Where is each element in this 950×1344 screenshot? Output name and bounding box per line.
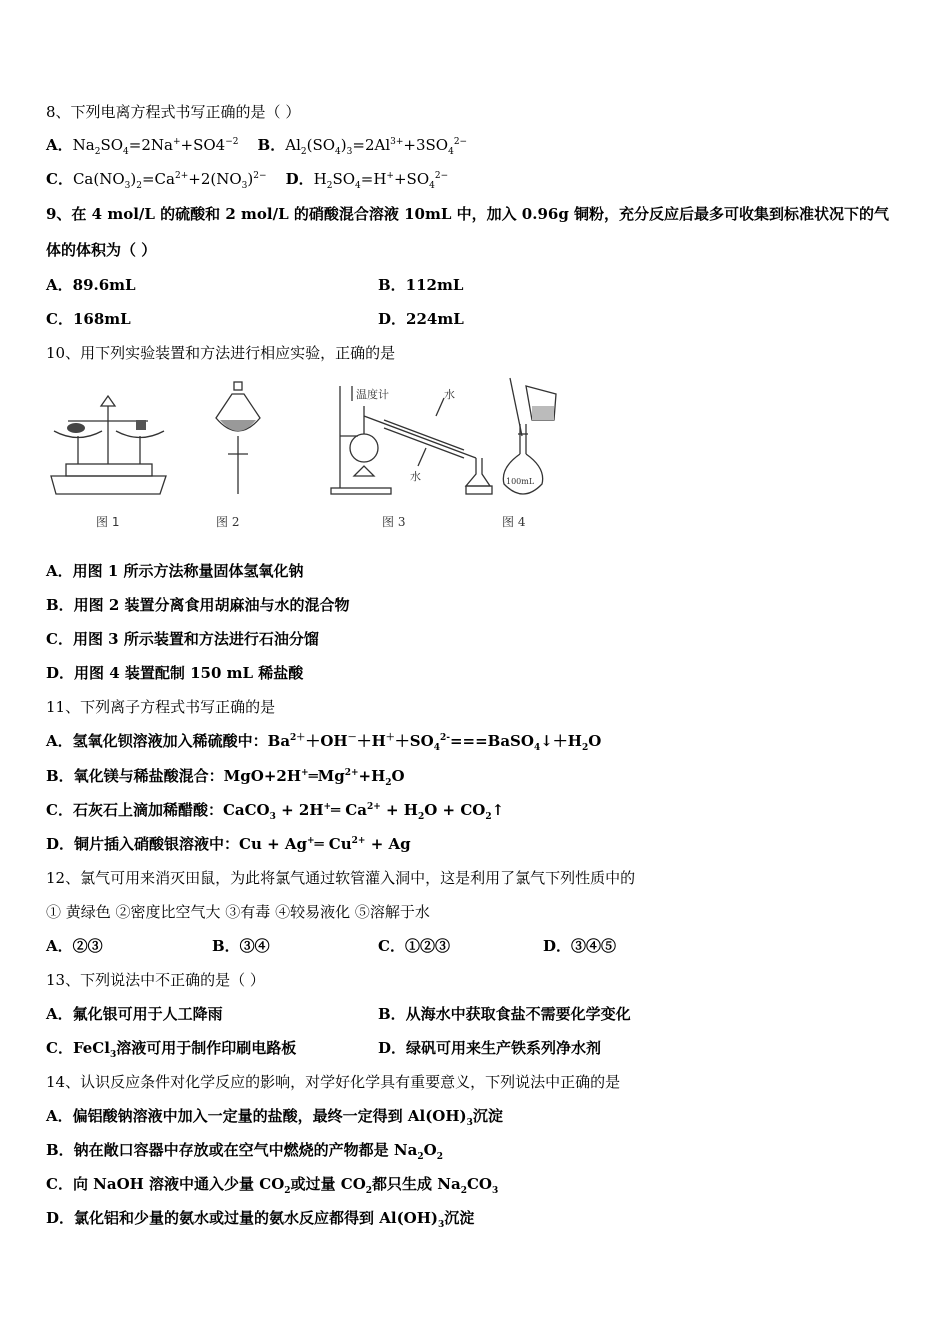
q14-stem: 14、认识反应条件对化学反应的影响，对学好化学具有重要意义，下列说法中正确的是 — [46, 1073, 621, 1091]
q11-option-a: A．氢氧化钡溶液加入稀硫酸中：$Ba^{2+}+OH^-+H^++SO_4^{2-}===BaSO_4↓+H_2O$ — [46, 732, 602, 753]
q8-c-label: C． — [46, 170, 73, 188]
q9-option-b: B．112mL — [378, 276, 464, 294]
q12-option-a: A．②③ — [46, 937, 103, 955]
q8-a: $Na_2SO_4=2Na^++SO4^{-2}$ — [72, 136, 239, 157]
q12-properties: ① 黄绿色 ②密度比空气大 ③有毒 ④较易液化 ⑤溶解于水 — [46, 903, 430, 921]
fig1-label: 图 1 — [96, 515, 120, 529]
q9-option-c: C．168mL — [46, 310, 131, 328]
q8-b-label: B． — [257, 136, 286, 154]
figure-4-volumetric-flask — [496, 376, 576, 541]
q14-option-a: A．偏铝酸钠溶液中加入一定量的盐酸，最终一定得到 $Al(OH)_3$沉淀 — [46, 1107, 503, 1128]
q12-option-c: C．①②③ — [378, 937, 450, 955]
q11-stem: 11、下列离子方程式书写正确的是 — [46, 698, 276, 716]
q9-stem-2: 体的体积为（ ） — [46, 241, 157, 259]
q10-option-b: B．用图 2 装置分离食用胡麻油与水的混合物 — [46, 596, 350, 614]
q11-option-c: C．石灰石上滴加稀醋酸：CaCO$_3$ + 2H+═ $Ca^{2+} + H_2O$ + $CO_2↑$ — [46, 801, 505, 822]
figure-1-balance — [46, 376, 171, 541]
q12-option-b: B．③④ — [212, 937, 270, 955]
q14-option-c: C．向 NaOH 溶液中通入少量 $CO_2$或过量 $CO_2$都只生成 $Na_2CO_3$ — [46, 1175, 499, 1196]
q13-option-c: C．FeCl$_3$溶液可用于制作印刷电路板 — [46, 1039, 297, 1060]
q13-option-b: B．从海水中获取食盐不需要化学变化 — [378, 1005, 631, 1023]
q9-stem-1: 9、在 4 mol/L 的硫酸和 2 mol/L 的硝酸混合溶液 10mL 中，加入 0.96g 铜粉，充分反应后最多可收集到标准状况下的气 — [46, 205, 890, 223]
q8-c: $Ca(NO_3)_2=Ca^{2+}+2(NO_3)^{2-}$ — [72, 170, 267, 191]
figure-3-distillation — [326, 376, 496, 541]
q13-stem: 13、下列说法中不正确的是（ ） — [46, 971, 265, 989]
q9-option-a: A．89.6mL — [46, 276, 136, 294]
q8-d-label: D． — [285, 170, 314, 188]
q8-stem: 8、下列电离方程式书写正确的是（ ） — [46, 103, 301, 121]
q8-options-ab — [46, 135, 467, 155]
q11-option-d: D．铜片插入硝酸银溶液中：Cu + Ag+═ $Cu^{2+} + Ag$ — [46, 835, 411, 853]
fig3-water-out-label: 水 — [410, 470, 421, 483]
q13-option-a: A．氟化银可用于人工降雨 — [46, 1005, 223, 1023]
q12-option-d: D．③④⑤ — [543, 937, 617, 955]
q13-option-d: D．绿矾可用来生产铁系列净水剂 — [378, 1039, 602, 1057]
q10-figures — [46, 376, 576, 541]
q11-option-b: B．氧化镁与稀盐酸混合：$MgO+2H^+═Mg^{2+}+H_2O$ — [46, 767, 405, 788]
q10-stem: 10、用下列实验装置和方法进行相应实验，正确的是 — [46, 344, 396, 362]
q12-stem: 12、氯气可用来消灭田鼠，为此将氯气通过软管灌入洞中，这是利用了氯气下列性质中的 — [46, 869, 636, 887]
q10-option-a: A．用图 1 所示方法称量固体氢氧化钠 — [46, 562, 304, 580]
fig4-flask-label: 100mL — [506, 477, 535, 486]
q8-a-label: A． — [46, 136, 73, 154]
fig3-label: 图 3 — [382, 515, 406, 529]
q14-option-b: B．钠在敞口容器中存放或在空气中燃烧的产物都是 $Na_2O_2$ — [46, 1141, 443, 1162]
q14-option-d: D．氯化铝和少量的氨水或过量的氨水反应都得到 $Al(OH)_3$沉淀 — [46, 1209, 475, 1230]
q10-option-c: C．用图 3 所示装置和方法进行石油分馏 — [46, 630, 319, 648]
q9-option-d: D．224mL — [378, 310, 464, 328]
fig4-label: 图 4 — [502, 515, 526, 529]
q8-b: $Al_2(SO_4)_3=2Al^{3+}+3SO_4^{2-}$ — [285, 136, 468, 157]
q8-d: $H_2SO_4=H^++SO_4^{2-}$ — [313, 170, 449, 191]
fig3-thermometer-label: 温度计 — [356, 388, 389, 401]
figure-2-funnel — [206, 376, 276, 541]
q10-option-d: D．用图 4 装置配制 150 mL 稀盐酸 — [46, 664, 304, 682]
fig2-label: 图 2 — [216, 515, 240, 529]
fig3-water-in-label: 水 — [444, 388, 455, 401]
q8-options-cd — [46, 169, 448, 189]
